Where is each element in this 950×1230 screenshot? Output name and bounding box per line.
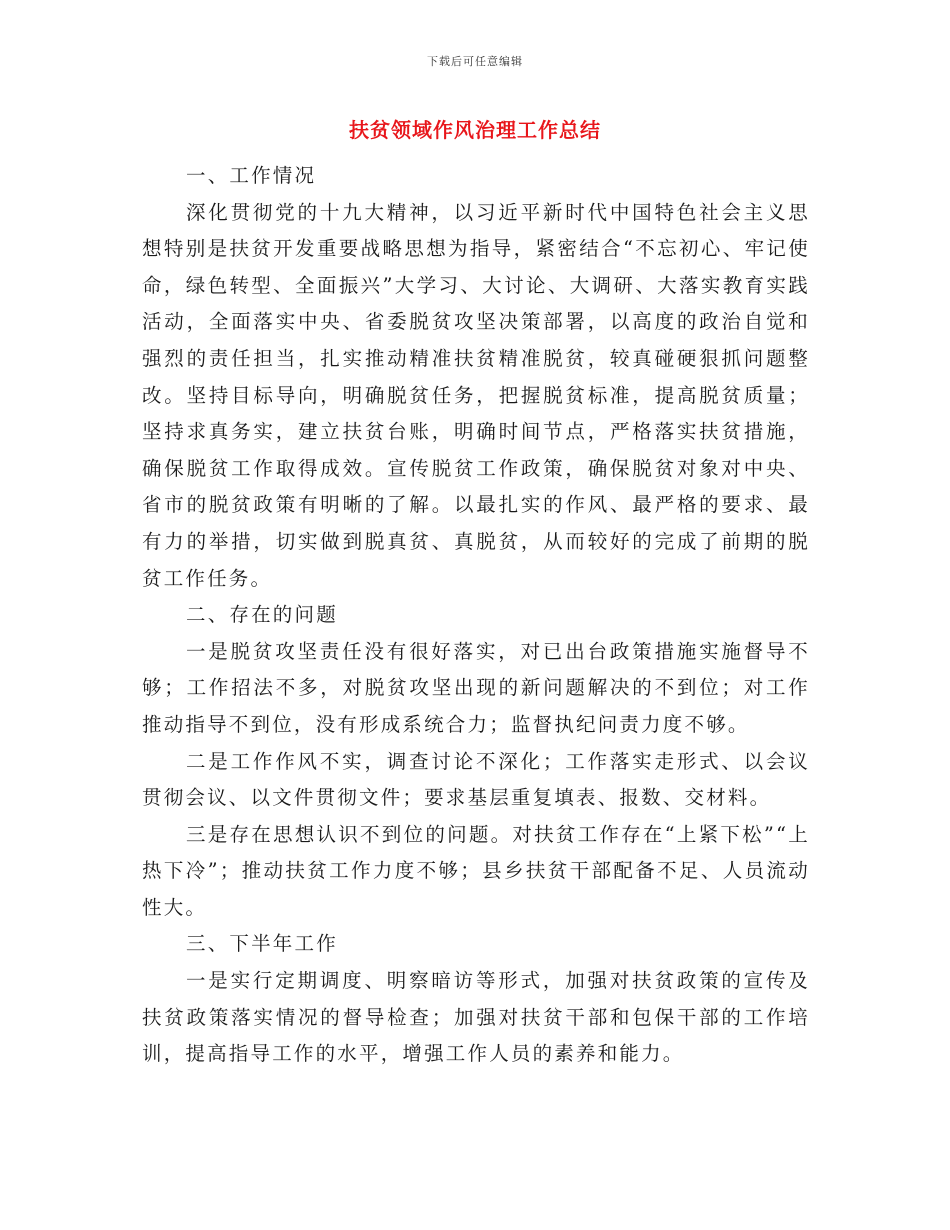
document-title: 扶贫领域作风治理工作总结 xyxy=(349,118,601,142)
paragraph-problem-1: 一是脱贫攻坚责任没有很好落实，对已出台政策措施实施督导不够；工作招法不多，对脱贫攻坚出现的新问题解决的不到位；对工作推动指导不到位，没有形成系统合力；监督执纪问责力度不够。 xyxy=(142,639,810,736)
paragraph-problem-3: 三是存在思想认识不到位的问题。对扶贫工作存在“上紧下松”“上热下冷”；推动扶贫工作力度不够；县乡扶贫干部配备不足、人员流动性大。 xyxy=(142,822,810,919)
paragraph-next-half-year-1: 一是实行定期调度、明察暗访等形式，加强对扶贫政策的宣传及扶贫政策落实情况的督导检查；加强对扶贫干部和包保干部的工作培训，提高指导工作的水平，增强工作人员的素养和能力。 xyxy=(142,969,810,1066)
document-body xyxy=(142,158,810,1073)
header-note: 下载后可任意编辑 xyxy=(427,55,523,68)
section-heading-problems: 二、存在的问题 xyxy=(186,603,338,627)
paragraph-work-status: 深化贯彻党的十九大精神，以习近平新时代中国特色社会主义思想特别是扶贫开发重要战略思想为指导，紧密结合“不忘初心、牢记使命，绿色转型、全面振兴”大学习、大讨论、大调研、大落实教育实践活动，全面落实中央、省委脱贫攻坚决策部署，以高度的政治自觉和强烈的责任担当，扎实推动精准扶贫精准脱贫，较真碰硬狠抓问题整改。坚持目标导向，明确脱贫任务，把握脱贫标准，提高脱贫质量；坚持求真务实，建立扶贫台账，明确时间节点，严格落实扶贫措施，确保脱贫工作取得成效。宣传脱贫工作政策，确保脱贫对象对中央、省市的脱贫政策有明晰的了解。以最扎实的作风、最严格的要求、最有力的举措，切实做到脱真贫、真脱贫，从而较好的完成了前期的脱贫工作任务。 xyxy=(142,200,810,590)
section-heading-work-status: 一、工作情况 xyxy=(186,164,317,187)
paragraph-problem-2: 二是工作作风不实，调查讨论不深化；工作落实走形式、以会议贯彻会议、以文件贯彻文件；要求基层重复填表、报数、交材料。 xyxy=(142,749,810,810)
section-heading-next-half-year: 三、下半年工作 xyxy=(186,932,338,956)
